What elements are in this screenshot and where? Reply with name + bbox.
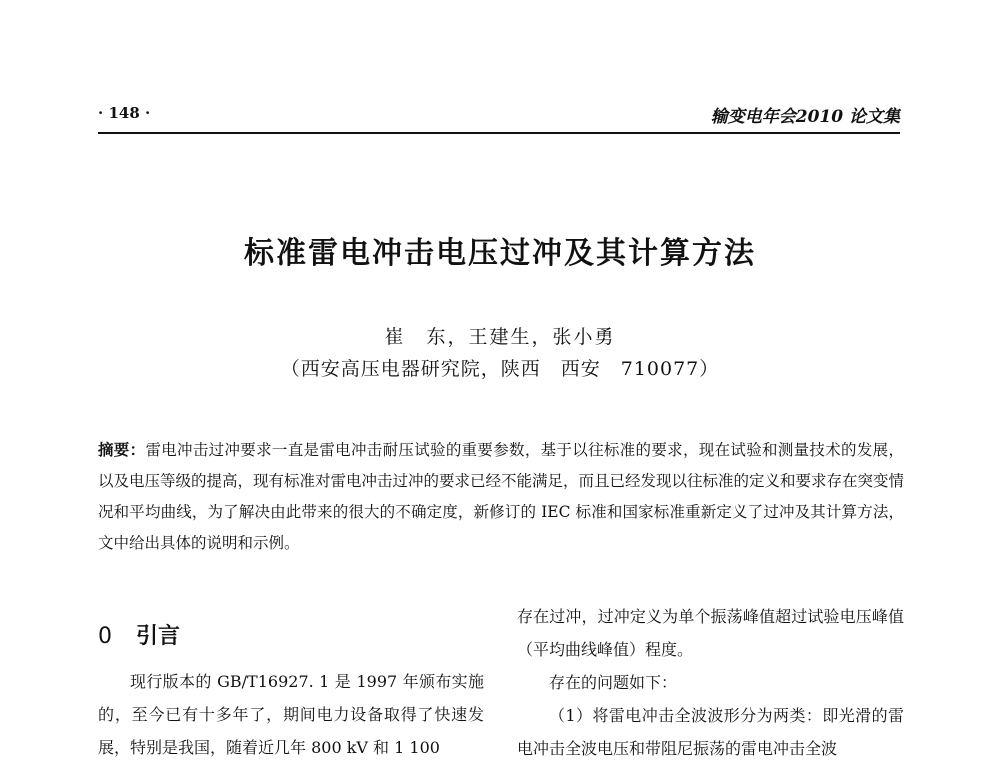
affiliation: （西安高压电器研究院，陕西 西安 710077） (280, 358, 720, 380)
section-heading (98, 620, 484, 654)
abstract-label: 摘要： (98, 440, 146, 459)
page-number: · 148 · (98, 104, 151, 122)
left-column (98, 600, 484, 764)
journal-title: 输变电年会2010 论文集 (710, 107, 900, 127)
issue-1: （1）将雷电冲击全波波形分为两类：即光滑的雷电冲击全波电压和带阻尼振荡的雷电冲击全波 (517, 706, 904, 758)
authors: 崔 东，王建生，张小勇 (384, 326, 616, 348)
section-title: 引言 (136, 624, 181, 649)
abstract-text: 雷电冲击过冲要求一直是雷电冲击耐压试验的重要参数，基于以往标准的要求，现在试验和测量技术的发展，以及电压等级的提高，现有标准对雷电冲击过冲的要求已经不能满足，而且已经发现以往标准的定义和要求存在突变情况和平均曲线，为了解决由此带来的很大的不确定度，新修订的 IEC 标准和国家标准重新定义了过冲及其计算方法，文中给出具体的说明和示例。 (98, 441, 905, 552)
paper-title: 标准雷电冲击电压过冲及其计算方法 (244, 236, 756, 271)
intro-paragraph: 现行版本的 GB/T16927. 1 是 1997 年颁布实施的，至今已有十多年了，期间电力设备取得了快速发展，特别是我国，随着近几年 800 kV 和 1 100 (98, 672, 484, 757)
issues-intro: 存在的问题如下： (549, 673, 678, 692)
continuation-paragraph: 存在过冲，过冲定义为单个振荡峰值超过试验电压峰值（平均曲线峰值）程度。 (517, 607, 904, 659)
right-column (517, 600, 904, 765)
page-header (98, 98, 900, 134)
section-number: 0 (98, 624, 112, 649)
abstract (98, 434, 904, 559)
